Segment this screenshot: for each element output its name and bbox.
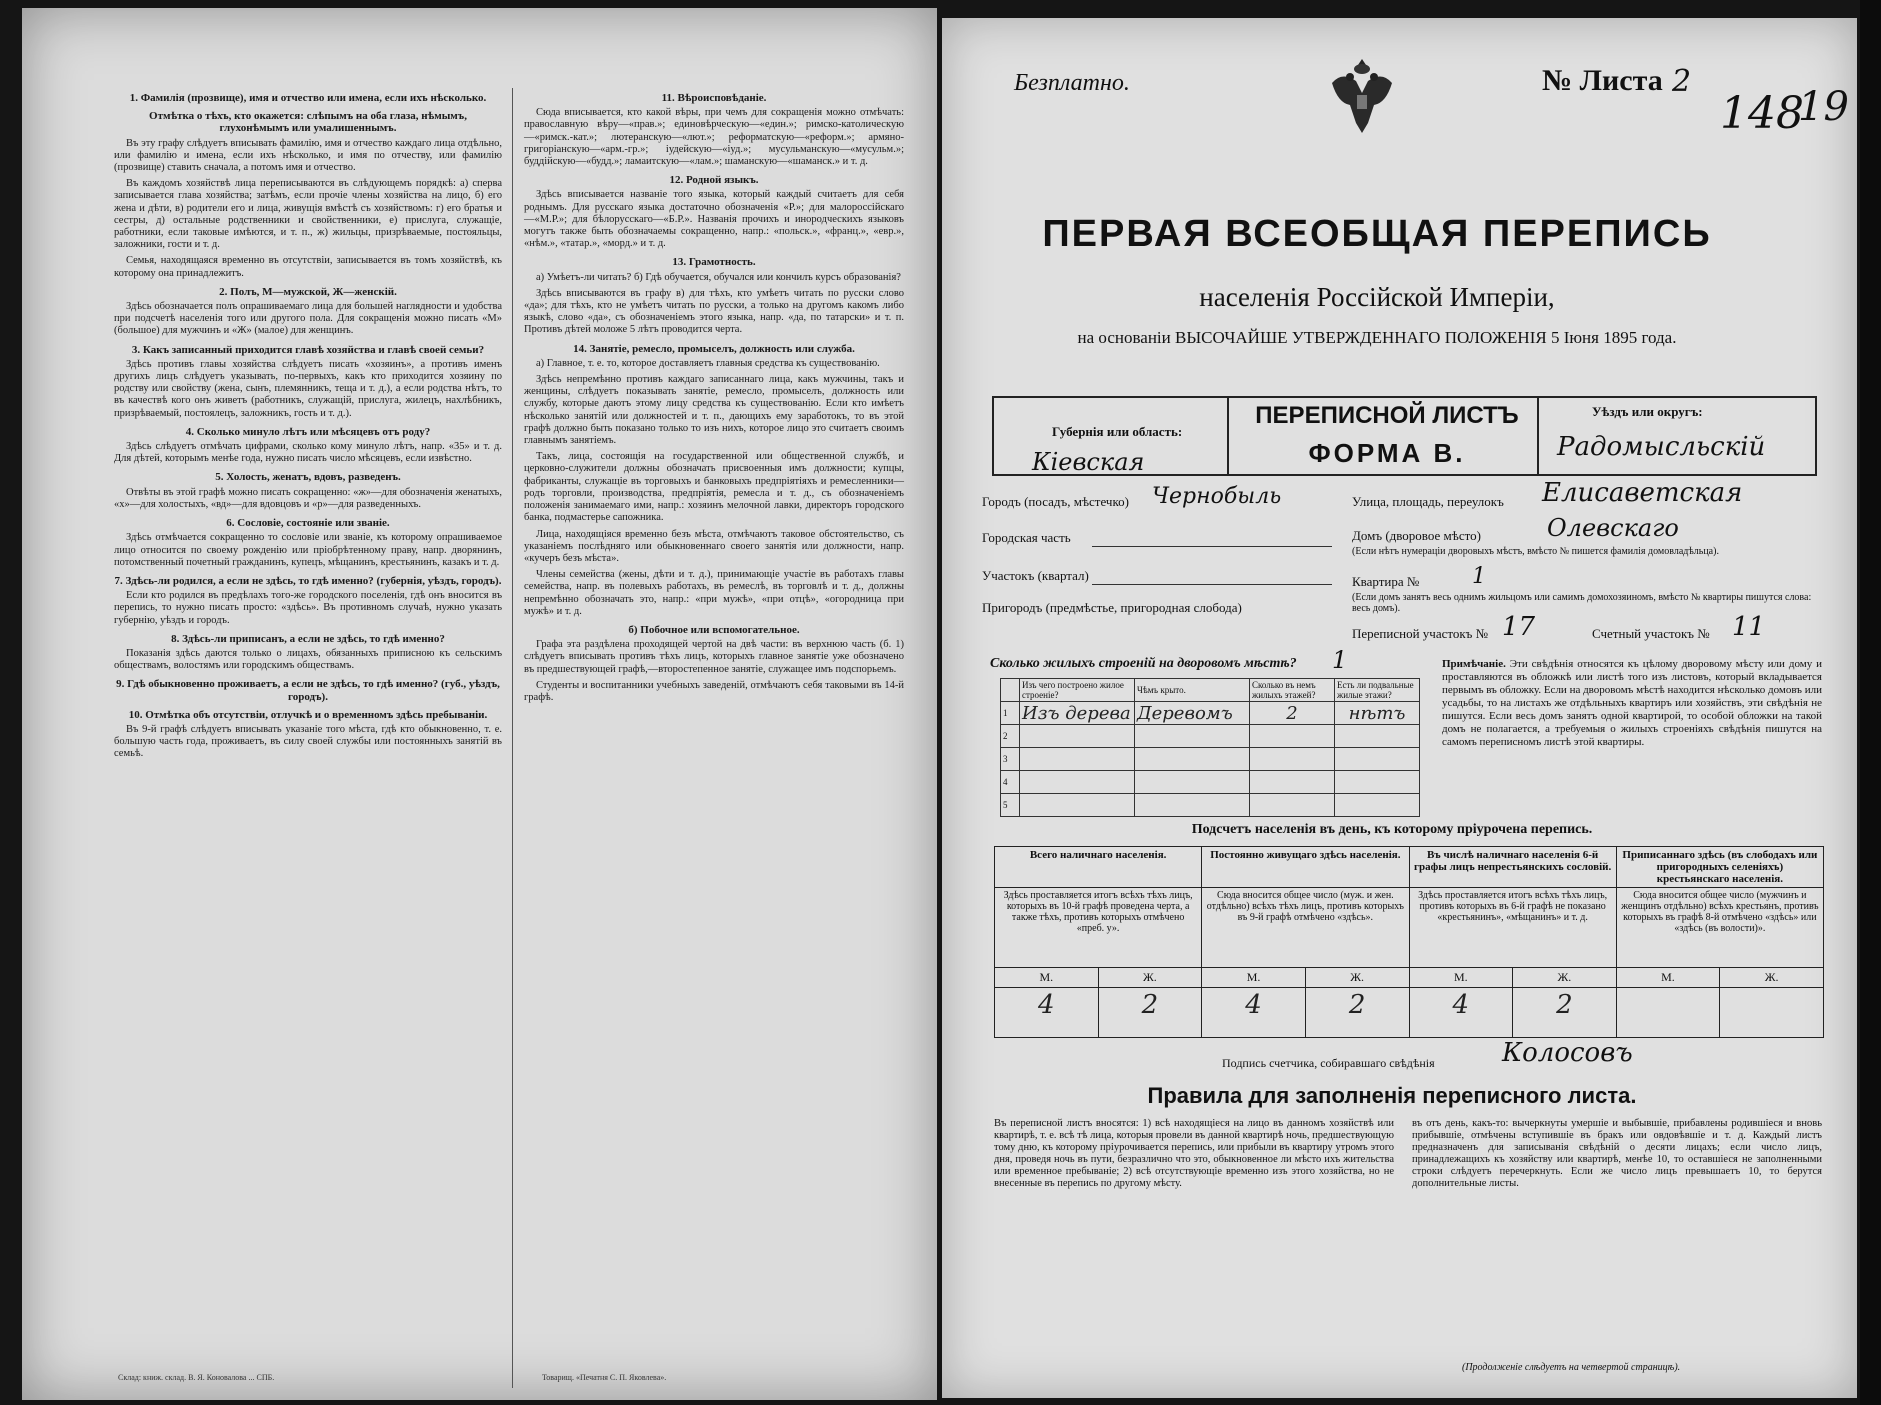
bld-header-material: Изъ чего построено жилое строеніе? [1020,679,1135,702]
note-title: Примѣчаніе. [1442,658,1506,670]
instruction-paragraph: а) Умѣетъ-ли читать? б) Гдѣ обучается, обучался или кончилъ курсъ образованія? [536,271,901,283]
street-label: Улица, площадь, переулокъ [1352,494,1504,509]
instruction-paragraph: Здѣсь отмѣчается сокращенно то сословіе или званіе, къ которому опрашиваемое лицо относится по своему рожденію или пріобрѣтенному праву, напр. дворянинъ, потомственный почетный гражданинъ, купецъ, мѣщанинъ, крестьянинъ, казакъ и т. д. [114,532,502,568]
sheet-number-hand: 2 [1672,64,1692,99]
buildings-hand: 1 [1332,646,1348,674]
sheet-title: ПЕРЕПИСНОЙ ЛИСТЪ [1255,402,1519,429]
province-label: Губернія или область: [1052,424,1183,439]
buildings-question: Сколько жилыхъ строеній на дворовомъ мѣстѣ? [990,656,1297,671]
bld-header-floors: Сколько въ немъ жилыхъ этажей? [1250,679,1335,702]
pop-header-nonpeasant: Въ числѣ наличнаго населенія 6-й графы лицъ непрестьянскихъ сословій. [1409,847,1616,888]
peasant-female-count [1720,988,1824,1038]
table-row: 1 Изъ дерева Деревомъ 2 нѣтъ [1001,702,1420,725]
instruction-heading: Отмѣтка о тѣхъ, кто окажется: слѣпымъ на оба глаза, нѣмымъ, глухонѣмымъ или умалишеннымъ. [149,110,467,135]
instruction-paragraph: Здѣсь непремѣнно противъ каждаго записаннаго лица, какъ мужчины, такъ и женщины, слѣдуетъ показывать занятіе, ремесло, промыселъ, должность или службу, которые даютъ этому лицу средства къ существованію. Если кто имѣетъ нѣсколько занятій или должностей и т. п., дающихъ ему заработокъ, то въ этой графѣ должно быть показано только то изъ нихъ, которое лицо это считаетъ своимъ главнымъ занятіемъ. [524,374,904,447]
city-label: Городъ (посадъ, мѣстечко) [982,494,1129,509]
printer-imprint: Склад: книж. склад. В. Я. Коновалова ... СПБ. [118,1373,275,1382]
instruction-paragraph: а) Главное, т. е. то, которое доставляетъ главныя средства къ существованію. [536,357,880,369]
instruction-paragraph: Здѣсь слѣдуетъ отмѣчать цифрами, сколько кому минуло лѣтъ, напр. «35» и т. д. Для дѣтей, которымъ менѣе года, нужно писать число мѣсяцевъ, если извѣстно. [114,441,502,465]
instruction-heading: 3. Какъ записанный приходится главѣ хозяйства и главѣ своей семьи? [131,343,485,356]
table-row: 3 [1001,748,1420,771]
census-subtitle: населенія Россійской Имперіи, [1199,282,1555,312]
archive-number: 148 [1720,88,1804,139]
present-male-count: 4 [995,988,1099,1038]
rules-title: Правила для заполненія переписного листа. [1147,1083,1637,1108]
instruction-paragraph: Члены семейства (жены, дѣти и т. д.), принимающіе участіе въ работахъ главы семейства, напр. въ полевыхъ работахъ, въ ремеслѣ, въ торговлѣ и т. д., должны непремѣнно обозначать это, напр.: «при мужѣ», «при отцѣ», «огородница при мужѣ» и т. д. [524,569,904,617]
instructions-page [22,8,937,1400]
instruction-paragraph: Въ 9-й графѣ слѣдуетъ вписывать указаніе того мѣста, гдѣ кто обыкновенно, т. е. большую часть года, проживаетъ, въ силу своей службы или постоянныхъ занятій въ семьѣ. [114,723,502,760]
form-header-box [992,396,1817,476]
instruction-heading: 11. Вѣроисповѣданіе. [661,92,767,104]
instruction-heading: б) Побочное или вспомогательное. [628,623,800,636]
instruction-paragraph: Лица, находящіяся временно безъ мѣста, отмѣчаютъ таковое обстоятельство, съ указаніемъ послѣдняго или обыкновеннаго своего занятія или должности, напр. «кучеръ безъ мѣста». [524,528,904,564]
pop-header-present: Всего наличнаго населенія. [995,847,1202,888]
instruction-heading: 8. Здѣсь-ли приписанъ, а если не здѣсь, то гдѣ именно? [171,632,445,645]
apartment-note: (Если домъ занятъ весь однимъ жильцомъ или самимъ домохозяиномъ, вмѣсто № квартиры пишутся слова: весь домъ). [1352,592,1812,614]
instruction-paragraph: Въ эту графу слѣдуетъ вписывать фамилію, имя и отчество каждаго лица отдѣльно, или фамилію и имена, если ихъ нѣсколько, и имя по отчеству, или фамилію (прозвище) ставить сначала, а потомъ имя и отчество. [114,137,502,174]
instruction-paragraph: Если кто родился въ предѣлахъ того-же городского поселенія, гдѣ онъ вносится въ перепись, то нужно писать просто: «здѣсь». Въ противномъ случаѣ, нужно указать губернію, уѣздъ и городъ. [114,590,502,626]
bld-header-basement: Есть ли подвальные жилые этажи? [1335,679,1420,702]
house-label: Домъ (дворовое мѣсто) [1352,528,1481,543]
census-precinct-hand: 17 [1502,612,1536,642]
street-hand: Елисаветская [1542,478,1743,508]
instruction-heading: 12. Родной языкъ. [669,174,759,187]
table-row: 5 [1001,794,1420,817]
rules-footer: (Продолженіе слѣдуетъ на четвертой страницѣ). [1462,1362,1681,1373]
pop-header-peasant: Приписаннаго здѣсь (въ слободахъ или пригородныхъ селеніяхъ) крестьянскаго населенія. [1616,847,1823,888]
city-hand: Чернобыль [1152,484,1282,509]
present-female-count: 2 [1098,988,1202,1038]
form-name: ФОРМА В. [1308,438,1466,468]
instruction-paragraph: Сюда вписывается, кто какой вѣры, при чемъ для сокращенія можно отмѣчать: православную вѣру—«прав.»; единовѣрческую—«един.»; римско-католическую—«римск.-кат.»; лютеранскую—«лют.»; реформатскую—«реформ.»; армяно-григоріанскую—«арм.-гр.»; іудейскую—«іуд.»; мусульманскую—«мусульм.»; буддійскую—«будд.»; ламаитскую—«лам.»; шаманскую—«шаманск.» и т. д. [524,107,904,168]
instruction-heading: 5. Холость, женатъ, вдовъ, разведенъ. [215,471,401,484]
census-precinct-label: Переписной участокъ № [1352,626,1489,641]
column-divider [512,88,513,1388]
instruction-heading: 6. Сословіе, состояніе или званіе. [226,517,390,530]
instruction-paragraph: Студенты и воспитанники учебныхъ заведеній, отмѣчаютъ себя таковыми въ 14-й графѣ. [524,679,904,703]
instruction-heading: 2. Полъ, М—мужской, Ж—женскій. [219,285,397,298]
house-note: (Если нѣтъ нумераціи дворовыхъ мѣстъ, вмѣсто № пишется фамилія домовладѣльца). [1352,546,1719,557]
instruction-paragraph: Здѣсь обозначается полъ опрашиваемаго лица для большей наглядности и удобства при подсчетѣ населенія того или другого пола. Для сокращенія можно писать «М» (большое) для мужчинъ и «Ж» (малое) для женщинъ. [114,301,502,337]
instruction-heading: 10. Отмѣтка объ отсутствіи, отлучкѣ и о временномъ здѣсь пребываніи. [128,708,488,721]
resident-male-count: 4 [1202,988,1306,1038]
buildings-note [1442,658,1822,749]
nonpeasant-male-count: 4 [1409,988,1513,1038]
signature-label: Подпись счетчика, собиравшаго свѣдѣнія [1222,1056,1435,1070]
instruction-paragraph: Здѣсь вписываются въ графу в) для тѣхъ, кто умѣетъ читать по русски слово «да»; для тѣхъ, кто не умѣетъ читать по русски, а только на другомъ какомъ либо языкѣ, слово «да», съ обозначеніемъ этого языка, напр. «да, по татарски» и т. п. Противъ дѣтей моложе 5 лѣтъ проводится черта. [524,287,904,336]
house-hand: Олевскаго [1547,514,1679,542]
peasant-male-count [1616,988,1719,1038]
instruction-paragraph: Въ каждомъ хозяйствѣ лица переписываются въ слѣдующемъ порядкѣ: а) сперва записывается глава хозяйства; затѣмъ, если прочіе члены хозяйства на лицо, б) его жена и дѣти, в) родители его и лица, живущія вмѣстѣ съ хозяйствомъ: г) его братья и сестры, д) остальные родственники и свойственники, е) прислуга, служащіе, работники, если таковые имѣются, и т. п., ж) жильцы, призрѣваемые, постояльцы, заложники, гости и т. д. [114,178,502,251]
archive-number-2: 19 [1798,84,1849,130]
table-row: 4 [1001,771,1420,794]
free-label: Безплатно. [1014,70,1130,96]
instruction-heading: 13. Грамотность. [672,256,756,269]
page-edge [1860,0,1881,1405]
bld-header-roof: Чѣмъ крыто. [1135,679,1250,702]
signature-hand: Колосовъ [1502,1038,1633,1068]
sheet-number-label: № Листа [1542,64,1663,97]
note-text: Эти свѣдѣнія относятся къ цѣлому дворовому мѣсту или дому и проставляются въ обложкѣ или листѣ того изъ листовъ, который вкладывается первымъ въ обложку. Если на дворовомъ мѣстѣ находится нѣсколько домовъ или усадьбы, то на листахъ же отдѣльныхъ квартиръ или хозяйствъ, эти свѣдѣнія не пишутся. Если весь домъ занятъ одной квартирой, то особой обложки на такой домъ не полагается, а требуемыя о жилыхъ строеніяхъ свѣдѣнія пишутся на самомъ переписномъ листѣ этой квартиры. [1442,658,1823,748]
city-part-line [1092,546,1332,547]
double-headed-eagle-icon [1322,53,1402,141]
suburb-label: Пригородъ (предмѣстье, пригородная слобода) [982,600,1242,615]
instruction-paragraph: Семья, находящаяся временно въ отсутствіи, записывается въ томъ хозяйствѣ, къ которому она принадлежитъ. [114,255,502,279]
rules-column-2: въ отъ день, какъ-то: вычеркнуты умершіе и выбывшіе, прибавлены родившіеся и вновь прибывшіе, отмѣчены вступившіе въ бракъ или овдовѣвшіе и т. д. Каждый листъ предназначенъ для записыванія свѣдѣній о десяти лицахъ; если число лицъ, принадлежащихъ къ хозяйству или квартирѣ, менѣе 10, то оставшіеся не заполненными строки слѣдуетъ перечеркнуть. Если же число лицъ превышаетъ 10, то берутся дополнительные листы. [1412,1118,1822,1189]
city-part-label: Городская часть [982,530,1071,545]
district-label: Уѣздъ или округъ: [1592,404,1703,419]
population-count-table: Всего наличнаго населенія. Постоянно живущаго здѣсь населенія. Въ числѣ наличнаго населенія 6-й графы лицъ непрестьянскихъ сословій. Приписаннаго здѣсь (въ слободахъ или пригородныхъ селеніяхъ) крестьянскаго населенія. Здѣсь проставляется итогъ всѣхъ тѣхъ лицъ, которыхъ въ 10-й графѣ проведена черта, а также тѣхъ, противъ которыхъ отмѣчено «преб. у». Сюда вносится общее число (муж. и жен. отдѣльно) всѣхъ тѣхъ лицъ, противъ которыхъ въ 9-й графѣ отмѣчено «здѣсь». Здѣсь проставляется итогъ всѣхъ тѣхъ лицъ, противъ которыхъ въ 6-й графѣ не показано «крестьянинъ», «мѣщанинъ» и т. д. Сюда вносится общее число (мужчинъ и женщинъ отдѣльно) всѣхъ крестьянъ, противъ которыхъ въ графѣ 8-й отмѣчено «здѣсь» или «здѣсь (въ волости)». М. Ж. М. Ж. М. Ж. М. Ж. 4 2 4 2 4 2 [994,846,1824,1038]
count-title: Подсчетъ населенія въ день, къ которому пріурочена перепись. [1191,822,1593,837]
press-imprint: Товарищ. «Печатня С. П. Яковлева». [542,1373,667,1382]
province-hand: Кіевская [1032,448,1145,476]
pop-header-resident: Постоянно живущаго здѣсь населенія. [1202,847,1409,888]
instruction-heading: 9. Гдѣ обыкновенно проживаетъ, а если не здѣсь, то гдѣ именно? (губ., уѣздъ, городъ). [116,678,500,703]
instruction-paragraph: Здѣсь противъ главы хозяйства слѣдуетъ писать «хозяинъ», а противъ именъ другихъ лицъ слѣдуетъ указывать, по-первыхъ, какъ кто приходится хозяину по родству или свойству (жена, сынъ, племянникъ, теща и т. д.), а если родства нѣтъ, то въ качествѣ кого онъ живетъ (работникъ, служащій, прислуга, жилецъ, нахлѣбникъ, призрѣваемый, постоялецъ, заложникъ, гость и т. д.). [114,358,502,419]
precinct-label: Участокъ (квартал) [982,568,1089,583]
census-basis: на основаніи ВЫСОЧАЙШЕ УТВЕРЖДЕННАГО ПОЛОЖЕНІЯ 5 Іюня 1895 года. [1077,328,1677,347]
census-form-page [942,18,1857,1398]
census-title: ПЕРВАЯ ВСЕОБЩАЯ ПЕРЕПИСЬ [1042,213,1712,255]
counter-precinct-label: Счетный участокъ № [1592,626,1710,641]
table-row: 2 [1001,725,1420,748]
instruction-paragraph: Показанія здѣсь даются только о лицахъ, обязанныхъ приписною къ сельскимъ обществамъ, волостямъ или городскимъ обществамъ. [114,647,502,672]
counter-precinct-hand: 11 [1732,612,1766,642]
district-hand: Радомысльскій [1557,432,1766,462]
instructions-column-1 [114,86,502,765]
instruction-paragraph: Отвѣты въ этой графѣ можно писать сокращенно: «ж»—для обозначенія женатыхъ, «х»—для холостыхъ, «вд»—для вдовцовъ и «р»—для разведенныхъ. [114,486,502,510]
instructions-column-2 [524,86,904,708]
precinct-line [1092,584,1332,585]
instruction-heading: 7. Здѣсь-ли родился, а если не здѣсь, то гдѣ именно? (губернія, уѣздъ, городъ). [114,574,502,587]
rules-column-1: Въ переписной листъ вносятся: 1) всѣ находящіеся на лицо въ данномъ хозяйствѣ или квартирѣ, т. е. всѣ тѣ лица, которыя провели въ данной квартирѣ ночь, предшествующую тому дню, къ которому пріурочивается перепись, или прибыли въ квартиру утромъ этого дня, проведя ночь въ пути, безразлично что это, обыкновенное ли мѣсто ихъ жительства или временное пребываніе; 2) всѣ отсутствующіе временно изъ этого хозяйства, но не внесенные въ перепись по другому мѣсту. [994,1118,1394,1189]
instruction-heading: 1. Фамилія (прозвище), имя и отчество или имена, если ихъ нѣсколько. [129,92,487,104]
instruction-heading: 14. Занятіе, ремесло, промыселъ, должность или служба. [573,342,855,355]
instruction-paragraph: Здѣсь вписывается названіе того языка, который каждый считаетъ для себя роднымъ. Для русскаго языка достаточно обозначенія «Р.»; для малороссійскаго—«М.Р.»; для бѣлорусскаго—«Б.Р.». Названія прочихъ и инородческихъ языковъ могутъ также быть обозначаемы сокращенно, напр.: «польск.», «франц.», «евр.», «нѣм.», «татар.», «морд.» и т. д. [524,189,904,250]
apartment-label: Квартира № [1352,574,1420,589]
buildings-table [1000,678,1420,817]
instruction-paragraph: Такъ, лица, состоящія на государственной или общественной службѣ, и церковно-служители должны обозначать присвоенныя имъ должности; купцы, фабриканты, служащіе въ торговыхъ и банковыхъ предпріятіяхъ и ремесленники—родъ торговли, производства, предпріятія, ремесла и т. д., съ обозначеніемъ положенія занимаемаго ими, напр.: хозяинъ мелочной лавки, директоръ городского банка, подмастерье сапожника. [524,451,904,524]
instruction-paragraph: Графа эта раздѣлена проходящей чертой на двѣ части: въ верхнюю часть (б. 1) слѣдуетъ вписывать противъ тѣхъ лицъ, которыхъ главное занятіе уже обозначено въ предшествующей графѣ,—второстепенное занятіе, служащее имъ подспорьемъ. [524,639,904,675]
resident-female-count: 2 [1305,988,1409,1038]
nonpeasant-female-count: 2 [1513,988,1617,1038]
apartment-hand: 1 [1472,564,1486,589]
instruction-heading: 4. Сколько минуло лѣтъ или мѣсяцевъ отъ роду? [185,425,431,438]
